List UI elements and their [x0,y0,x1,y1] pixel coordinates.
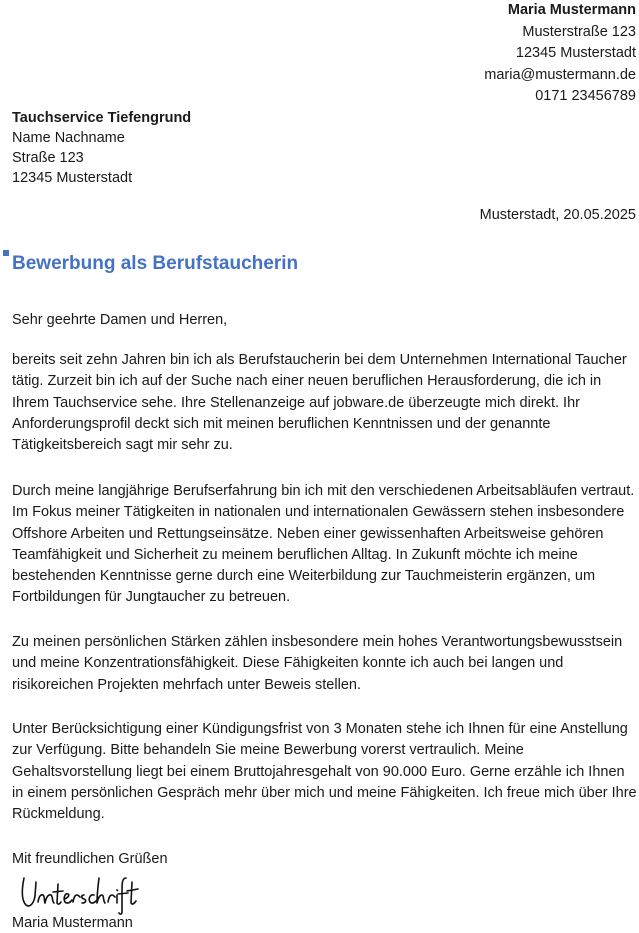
signer-name: Maria Mustermann [12,915,133,931]
sender-phone: 0171 23456789 [535,88,636,104]
body-paragraph-2: Durch meine langjährige Berufserfahrung bin ich mit den verschiedenen Arbeitsabläufen vertraut. Im Fokus meiner Tätigkeiten in nationalen und internationalen Gewässern stehen insbesondere Offshore Arbeiten und Rettungseinsätze. Neben einer gewissenhaften Arbeitsweise gehören Teamfähigkeit und Sicherheit zu meinem beruflichen Alltag. In Zukunft möchte ich meine bestehenden Kenntnisse gerne durch eine Weiterbildung zur Tauchmeisterin ergänzen, um Fortbildungen für Jungtaucher zu betreuen. [12,483,635,606]
closing: Mit freundlichen Grüßen [12,851,168,867]
body-paragraph-1: bereits seit zehn Jahren bin ich als Berufstaucherin bei dem Unternehmen International Taucher tätig. Zurzeit bin ich auf der Suche nach einer neuen beruflichen Herausforderung, die ich in Ihrem Tauchservice sehe. Ihre Stellenanzeige auf jobware.de überzeugte mich direkt. Ihr Anforderungsprofil deckt sich mit meinen beruflichen Kenntnissen und der genannte Tätigkeitsbereich sagt mir sehr zu. [12,352,627,454]
sender-street: Musterstraße 123 [522,23,636,40]
recipient-contact: Name Nachname [12,130,125,146]
body-paragraph-4: Unter Berücksichtigung einer Kündigungsfrist von 3 Monaten stehe ich Ihnen für eine Anstellung zur Verfügung. Bitte behandeln Sie meine Bewerbung vorerst vertraulich. Meine Gehaltsvorstellung liegt bei einem Bruttojahresgehalt von 90.000 Euro. Gerne erzähle ich Ihnen in einem persönlichen Gespräch mehr über mich und meine Fähigkeiten. Ich freue mich über Ihre Rückmeldung. [12,721,637,823]
recipient-city: 12345 Musterstadt [12,170,133,186]
sender-name: Maria Mustermann [507,2,636,18]
recipient-company: Tauchservice Tiefengrund [12,110,192,126]
body-paragraph-3: Zu meinen persönlichen Stärken zählen insbesondere mein hohes Verantwortungsbewusstsein und meine Konzentrationsfähigkeit. Diese Fähigkeiten konnte ich auch bei langen und risikoreichen Projekten mehrfach unter Beweis stellen. [12,634,623,693]
sender-block [484,0,636,108]
handwritten-signature [14,870,144,916]
recipient-block [12,108,191,188]
subject-marker [3,250,9,256]
letter-subject: Bewerbung als Berufstaucherin [12,253,299,274]
recipient-street: Straße 123 [12,150,84,166]
salutation: Sehr geehrte Damen und Herren, [12,312,228,328]
sender-city: 12345 Musterstadt [515,45,636,61]
letter-date: Musterstadt, 20.05.2025 [479,207,636,223]
sender-email: maria@mustermann.de [484,66,636,83]
